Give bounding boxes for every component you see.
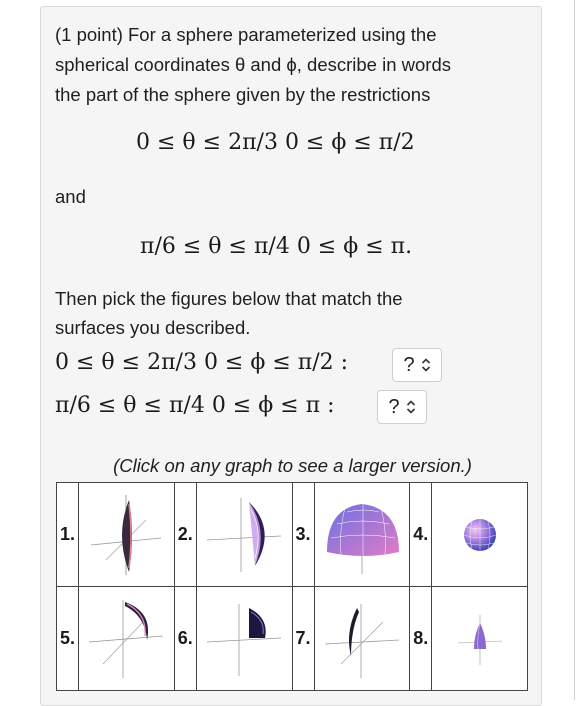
page-border bbox=[574, 0, 575, 700]
full-sphere-graph-icon bbox=[450, 505, 510, 565]
equation-1: 0 ≤ θ ≤ 2π/3 0 ≤ ϕ ≤ π/2 bbox=[136, 130, 415, 155]
intro-line-3: the part of the sphere given by the restrictions bbox=[55, 84, 431, 105]
graph-number: 4. bbox=[410, 483, 432, 587]
updown-chevron-icon bbox=[421, 357, 431, 373]
graph-number: 5. bbox=[57, 587, 79, 691]
graph-6[interactable] bbox=[196, 587, 292, 691]
graph-3[interactable] bbox=[314, 483, 410, 587]
graph-2[interactable] bbox=[196, 483, 292, 587]
graph-grid bbox=[56, 482, 528, 691]
intro-line-2: spherical coordinates θ and ϕ, describe in words bbox=[55, 54, 451, 75]
thin-lune-graph-icon bbox=[450, 609, 510, 669]
narrow-sliver-graph-icon bbox=[317, 594, 407, 684]
graph-8[interactable] bbox=[432, 587, 528, 691]
graph-number: 6. bbox=[174, 587, 196, 691]
graph-4[interactable] bbox=[432, 483, 528, 587]
graph-5[interactable] bbox=[79, 587, 175, 691]
arc-sliver-graph-icon bbox=[81, 594, 171, 684]
answer-1-value: ? bbox=[403, 353, 415, 376]
answer-1-label: 0 ≤ θ ≤ 2π/3 0 ≤ ϕ ≤ π/2 : bbox=[55, 350, 349, 375]
then-line-2: surfaces you described. bbox=[55, 317, 251, 338]
answer-1-select[interactable] bbox=[392, 348, 442, 382]
graph-number: 8. bbox=[410, 587, 432, 691]
answer-2-select[interactable] bbox=[377, 390, 427, 424]
and-label: and bbox=[55, 186, 86, 207]
intro-line-1: (1 point) For a sphere parameterized using the bbox=[55, 24, 437, 45]
graph-caption: (Click on any graph to see a larger version.) bbox=[113, 455, 472, 476]
graph-number: 2. bbox=[174, 483, 196, 587]
answer-2-value: ? bbox=[388, 395, 400, 418]
answer-2-label: π/6 ≤ θ ≤ π/4 0 ≤ ϕ ≤ π : bbox=[55, 393, 335, 418]
then-line-1: Then pick the figures below that match the bbox=[55, 288, 403, 309]
half-sphere-vertical-sliver-graph-icon bbox=[81, 490, 171, 580]
upper-hemisphere-graph-icon bbox=[317, 490, 407, 580]
quarter-sphere-wedge-graph-icon bbox=[199, 594, 289, 684]
half-sphere-side-graph-icon bbox=[199, 490, 289, 580]
graph-number: 7. bbox=[292, 587, 314, 691]
updown-chevron-icon bbox=[406, 399, 416, 415]
graph-1[interactable] bbox=[79, 483, 175, 587]
graph-7[interactable] bbox=[314, 587, 410, 691]
equation-2: π/6 ≤ θ ≤ π/4 0 ≤ ϕ ≤ π. bbox=[140, 234, 413, 259]
graph-number: 1. bbox=[57, 483, 79, 587]
graph-number: 3. bbox=[292, 483, 314, 587]
